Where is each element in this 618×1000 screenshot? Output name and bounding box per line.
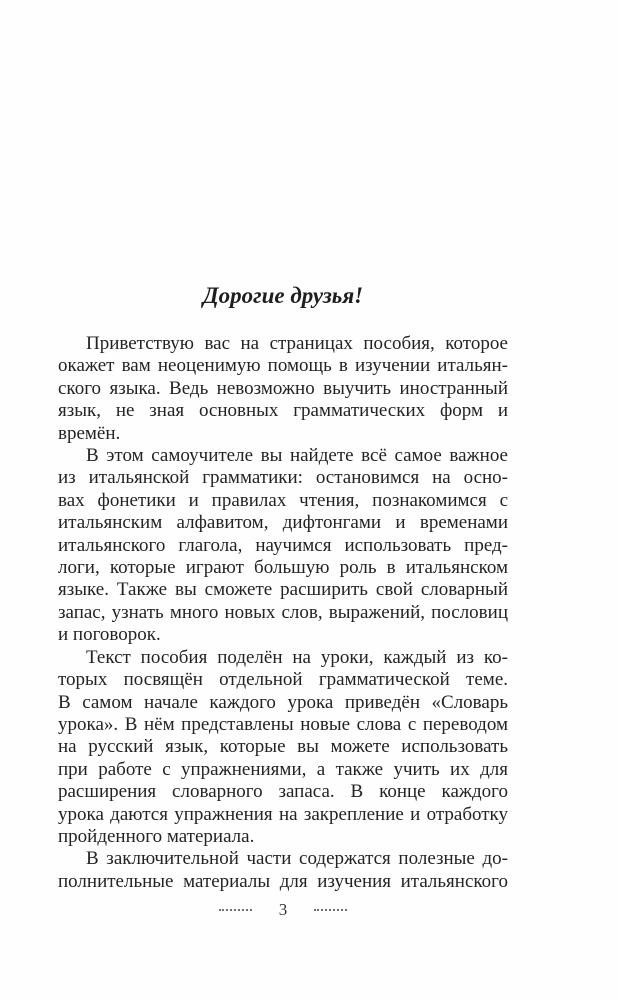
- dotted-rule-left: [219, 909, 252, 911]
- paragraph-1: Приветствую вас на страницах пособия, которое окажет вам неоценимую помощь в изучении итальян- ского языка. Ведь невозможно выучить иностранный язык, не зная основных грамматических форм и времён.: [58, 333, 508, 444]
- page-number: 3: [278, 900, 288, 919]
- page-title: Дорогие друзья!: [202, 283, 364, 308]
- page-footer: [58, 900, 508, 920]
- paragraph-3: Текст пособия поделён на уроки, каждый из ко- торых посвящён отдельной грамматической теме. В самом начале каждого урока приведён «Словарь урока». В нём представлены новые слова с переводом на русский язык, которые вы можете использовать при работе с упражнениями, а также учить их для расширения словарного запаса. В конце каждого урока даются упражнения на закрепление и отработку пройденного материала.: [58, 646, 508, 847]
- dotted-rule-right: [314, 909, 347, 911]
- paragraph-4: В заключительной части содержатся полезные до- полнительные материалы для изучения итальянского: [58, 848, 508, 892]
- text-block: [58, 281, 508, 893]
- paragraph-2: В этом самоучителе вы найдете всё самое важное из итальянской грамматики: остановимся на осно- вах фонетики и правилах чтения, познакомимся с итальянским алфавитом, дифтонгами и временами итальянского глагола, научимся использовать пред- логи, которые играют большую роль в итальянском языке. Также вы сможете расширить свой словарный запас, узнать много новых слов, выражений, пословиц и поговорок.: [58, 445, 508, 646]
